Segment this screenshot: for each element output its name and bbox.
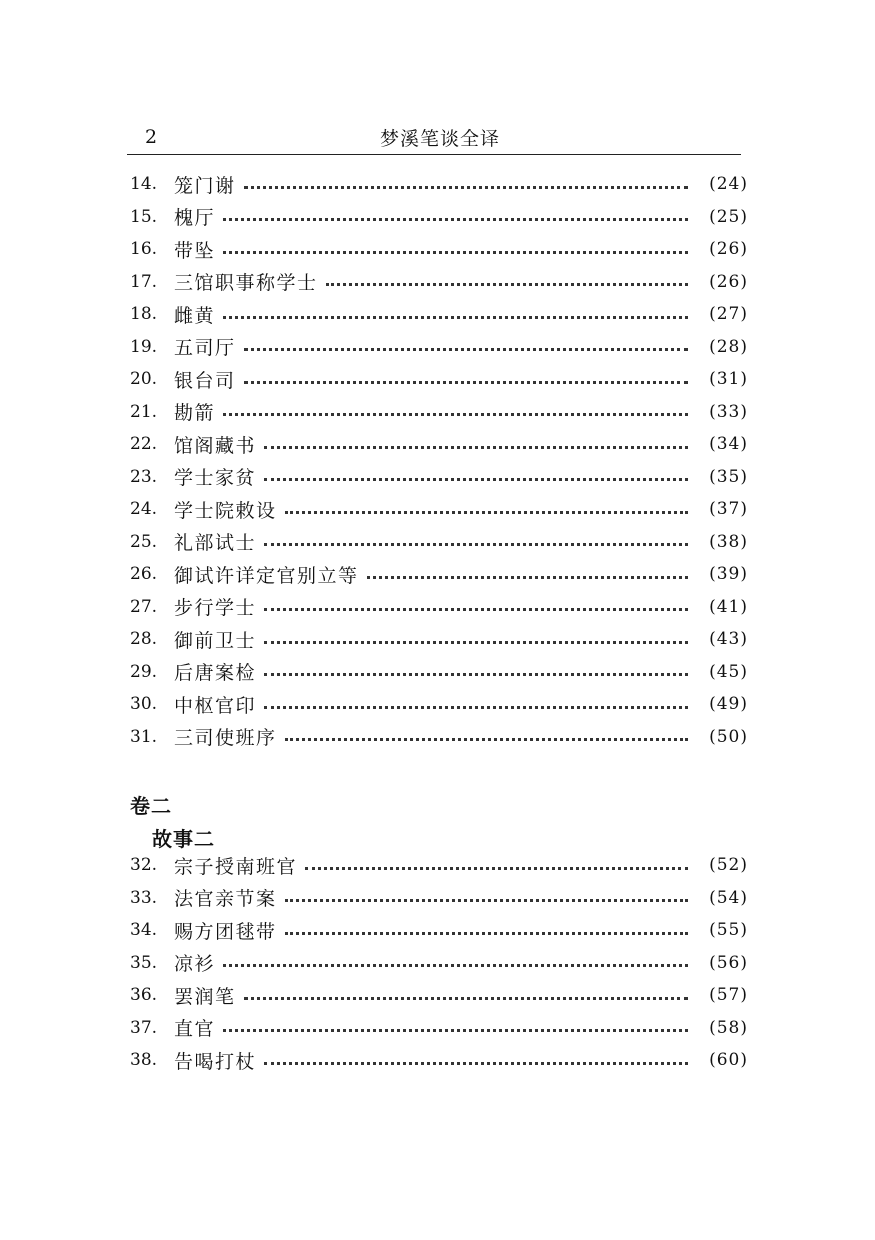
toc-entry-title: 笼门谢: [174, 174, 236, 197]
toc-entry-page: (45): [709, 661, 748, 682]
toc-entry-number: 18.: [130, 304, 158, 324]
toc-entry-number: 24.: [130, 499, 158, 519]
toc-entry-page: (41): [709, 596, 748, 617]
toc-entry-page: (58): [709, 1017, 748, 1038]
toc-entry-page: (43): [709, 629, 748, 649]
toc-entry-number: 22.: [130, 434, 158, 454]
toc-entry-title: 礼部试士: [174, 532, 257, 554]
toc-entry-number: 27.: [130, 596, 158, 617]
toc-leader-dots: [285, 932, 688, 935]
toc-entry-title: 法官亲节案: [174, 888, 277, 910]
toc-entry-number: 32.: [130, 855, 158, 875]
toc-entry-page: (34): [709, 434, 748, 454]
toc-entry: [130, 298, 748, 330]
toc-entry: [130, 688, 748, 720]
toc-entry-page: (50): [709, 726, 748, 747]
toc-entry: [130, 882, 748, 914]
toc-entry-number: 20.: [130, 369, 158, 389]
toc-entry-number: 23.: [130, 466, 158, 487]
toc-entry-number: 28.: [130, 629, 158, 649]
toc-leader-dots: [264, 446, 688, 449]
toc-entry: [130, 428, 748, 460]
toc-entry-page: (39): [709, 564, 748, 584]
running-title: 梦溪笔谈全译: [380, 128, 501, 150]
toc-entry-number: 26.: [130, 564, 158, 584]
toc-leader-dots: [244, 997, 688, 1000]
toc-leader-dots: [264, 543, 688, 546]
toc-entry-page: (24): [709, 174, 748, 194]
header-rule: [127, 154, 741, 155]
toc-entry-number: 34.: [130, 920, 158, 940]
toc-entry-number: 29.: [130, 661, 158, 682]
toc-leader-dots: [285, 899, 688, 902]
toc-entry-title: 告喝打杖: [174, 1050, 257, 1073]
toc-entry-page: (28): [709, 336, 748, 357]
toc-entry-page: (26): [709, 239, 748, 259]
toc-leader-dots: [223, 964, 688, 967]
toc-entry: [130, 721, 748, 753]
toc-entry-number: 16.: [130, 239, 158, 259]
toc-entry-page: (52): [709, 855, 748, 875]
toc-entry: [130, 266, 748, 298]
toc-entry-title: 御试许详定官别立等: [174, 564, 359, 587]
toc-entry-page: (49): [709, 694, 748, 714]
toc-leader-dots: [244, 381, 688, 384]
toc-entry: [130, 396, 748, 428]
toc-entry-title: 三馆职事称学士: [174, 272, 318, 294]
toc-leader-dots: [264, 1062, 688, 1065]
toc-entry-number: 33.: [130, 887, 158, 908]
toc-entry-title: 馆阁藏书: [174, 434, 257, 457]
toc-entry-title: 学士家贫: [174, 467, 257, 489]
toc-entry-title: 罢润笔: [174, 985, 236, 1008]
toc-entry-title: 御前卫士: [174, 629, 257, 652]
toc-entry: [130, 201, 748, 233]
toc-entry: [130, 331, 748, 363]
toc-leader-dots: [264, 673, 688, 676]
toc-entry-title: 学士院敕设: [174, 499, 277, 522]
toc-entry: [130, 168, 748, 200]
toc-entry-title: 赐方团毬带: [174, 920, 277, 943]
toc-entry-title: 槐厅: [174, 207, 216, 229]
toc-entry-title: 步行学士: [174, 597, 257, 619]
toc-leader-dots: [244, 348, 688, 351]
toc-entry-title: 勘箭: [174, 402, 216, 424]
toc-leader-dots: [285, 738, 688, 741]
toc-entry: [130, 493, 748, 525]
toc-entry-title: 直官: [174, 1018, 216, 1040]
toc-entry-page: (54): [709, 887, 748, 908]
toc-entry-number: 38.: [130, 1050, 158, 1070]
toc-entry-number: 36.: [130, 985, 158, 1005]
toc-entry-page: (55): [709, 920, 748, 940]
toc-entry: [130, 656, 748, 688]
toc-entry: [130, 849, 748, 881]
toc-entry: [130, 461, 748, 493]
toc-entry: [130, 233, 748, 265]
toc-leader-dots: [367, 576, 688, 579]
toc-entry-number: 14.: [130, 174, 158, 194]
toc-entry: [130, 623, 748, 655]
toc-leader-dots: [244, 186, 688, 189]
toc-entry: [130, 558, 748, 590]
toc-entry-page: (25): [709, 206, 748, 227]
toc-entry: [130, 914, 748, 946]
toc-entry: [130, 363, 748, 395]
toc-entry-page: (57): [709, 985, 748, 1005]
page-number: 2: [145, 126, 158, 148]
toc-entry-number: 37.: [130, 1017, 158, 1038]
toc-entry-number: 15.: [130, 206, 158, 227]
toc-leader-dots: [223, 218, 688, 221]
toc-leader-dots: [264, 608, 688, 611]
toc-entry-title: 宗子授南班官: [174, 855, 298, 878]
toc-entry-page: (33): [709, 401, 748, 422]
toc-entry: [130, 1044, 748, 1076]
toc-leader-dots: [223, 251, 688, 254]
toc-leader-dots: [285, 511, 688, 514]
toc-leader-dots: [223, 316, 688, 319]
toc-entry-title: 三司使班序: [174, 727, 277, 749]
toc-leader-dots: [223, 413, 688, 416]
toc-leader-dots: [326, 283, 688, 286]
toc-entry-number: 17.: [130, 271, 158, 292]
toc-entry: [130, 979, 748, 1011]
toc-entry-page: (37): [709, 499, 748, 519]
toc-entry-number: 35.: [130, 952, 158, 973]
toc-leader-dots: [305, 867, 688, 870]
toc-leader-dots: [264, 478, 688, 481]
toc-entry: [130, 1012, 748, 1044]
toc-entry-page: (38): [709, 531, 748, 552]
section-heading: 卷二: [130, 794, 172, 818]
toc-leader-dots: [264, 706, 688, 709]
toc-entry-title: 带坠: [174, 239, 216, 262]
toc-entry-page: (26): [709, 271, 748, 292]
toc-entry-page: (31): [709, 369, 748, 389]
toc-entry-title: 五司厅: [174, 337, 236, 359]
toc-entry-number: 31.: [130, 726, 158, 747]
toc-entry: [130, 947, 748, 979]
toc-entry-title: 后唐案检: [174, 662, 257, 684]
toc-entry-number: 25.: [130, 531, 158, 552]
toc-entry-title: 中枢官印: [174, 694, 257, 717]
toc-entry-title: 银台司: [174, 369, 236, 392]
toc-leader-dots: [264, 641, 688, 644]
toc-entry-number: 21.: [130, 401, 158, 422]
toc-entry-title: 凉衫: [174, 953, 216, 975]
toc-entry-page: (60): [709, 1050, 748, 1070]
toc-entry-number: 30.: [130, 694, 158, 714]
toc-entry-title: 雌黄: [174, 304, 216, 327]
subsection-heading: 故事二: [152, 827, 215, 851]
toc-entry: [130, 591, 748, 623]
toc-entry-page: (56): [709, 952, 748, 973]
toc-entry-page: (27): [709, 304, 748, 324]
toc-entry-page: (35): [709, 466, 748, 487]
toc-entry-number: 19.: [130, 336, 158, 357]
toc-entry: [130, 526, 748, 558]
toc-leader-dots: [223, 1029, 688, 1032]
